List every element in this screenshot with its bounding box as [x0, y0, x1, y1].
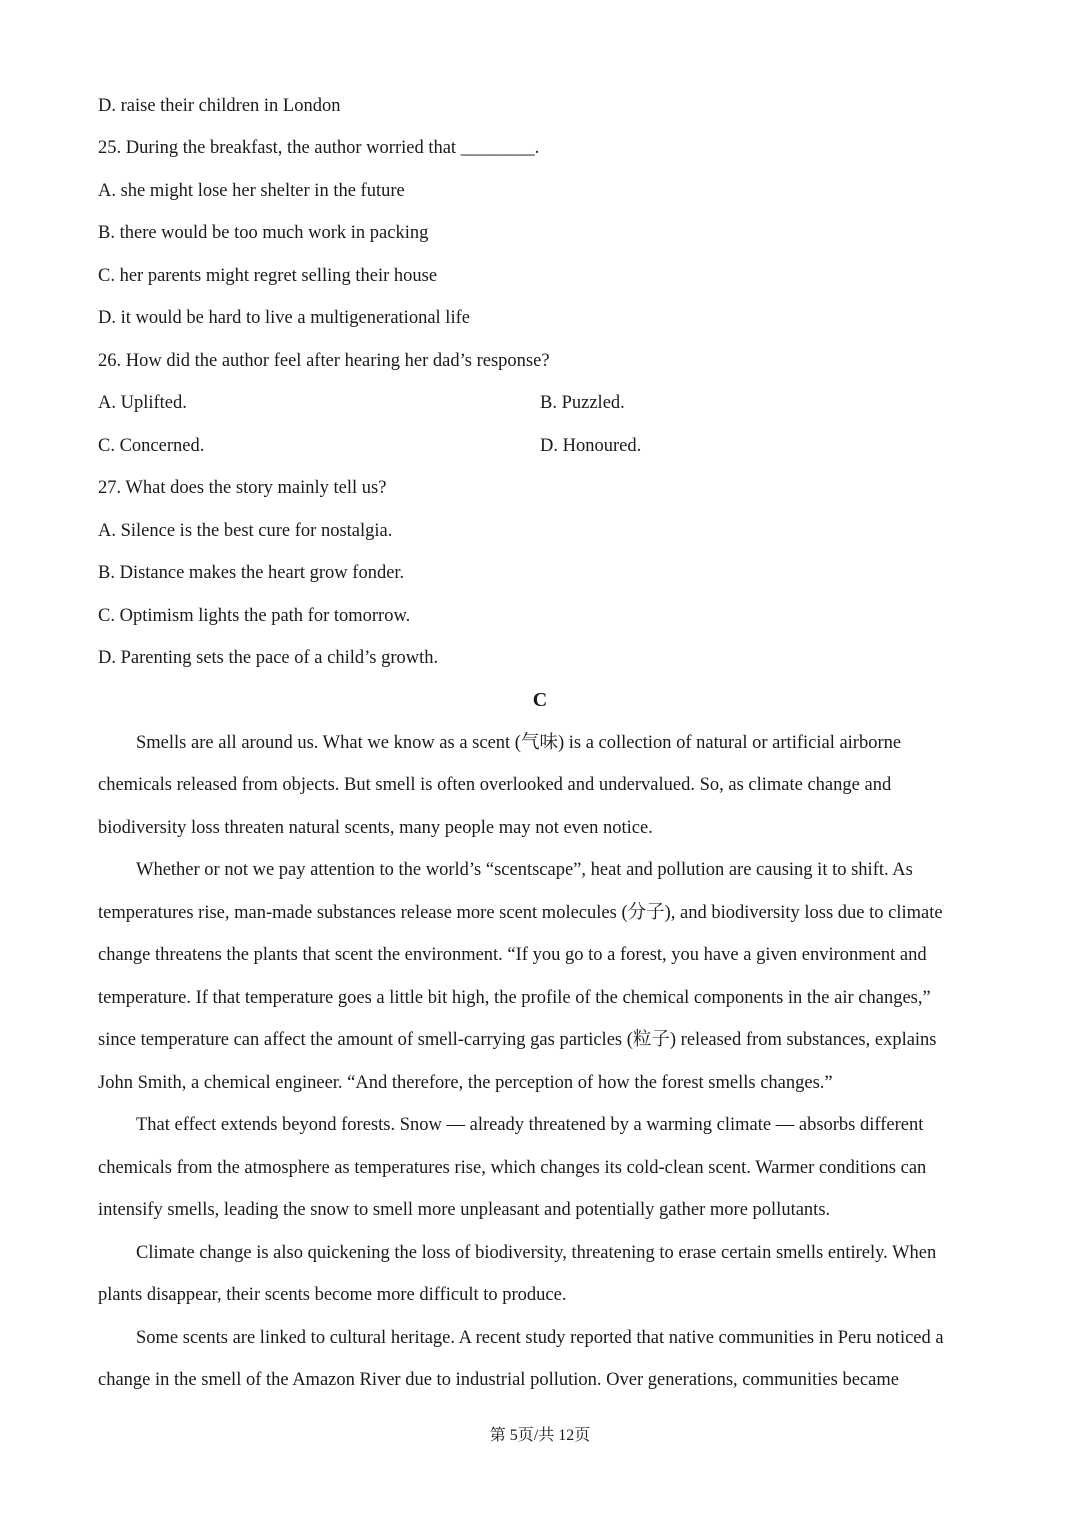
passage-line: change threatens the plants that scent the environment. “If you go to a forest, you have a given environment and — [98, 945, 927, 965]
passage-line: John Smith, a chemical engineer. “And therefore, the perception of how the forest smells changes.” — [98, 1073, 833, 1093]
passage-line: Climate change is also quickening the loss of biodiversity, threatening to erase certain smells entirely. When — [136, 1243, 937, 1263]
passage-line: temperature. If that temperature goes a little bit high, the profile of the chemical components in the air changes,” — [98, 988, 931, 1008]
passage-line: That effect extends beyond forests. Snow — already threatened by a warming climate — absorbs different — [136, 1115, 924, 1135]
passage-line: Smells are all around us. What we know as a scent (气味) is a collection of natural or artificial airborne — [136, 733, 902, 753]
passage-line: chemicals released from objects. But smell is often overlooked and undervalued. So, as climate change and — [98, 775, 892, 795]
q27-option-c: C. Optimism lights the path for tomorrow. — [98, 606, 411, 626]
passage-line: Some scents are linked to cultural heritage. A recent study reported that native communities in Peru noticed a — [136, 1328, 944, 1348]
q27-option-d: D. Parenting sets the pace of a child’s growth. — [98, 648, 439, 668]
q25-option-d: D. it would be hard to live a multigenerational life — [98, 308, 470, 328]
page-number: 第 5页/共 12页 — [489, 1427, 591, 1444]
q26-option-b: B. Puzzled. — [540, 393, 625, 413]
q25-stem: 25. During the breakfast, the author worried that ________. — [98, 138, 540, 158]
q26-stem: 26. How did the author feel after hearing her dad’s response? — [98, 351, 550, 371]
q25-option-a: A. she might lose her shelter in the future — [98, 181, 405, 201]
passage-line: plants disappear, their scents become more difficult to produce. — [98, 1285, 567, 1305]
passage-line: temperatures rise, man-made substances release more scent molecules (分子), and biodiversity loss due to climate — [98, 903, 943, 923]
q26-option-c: C. Concerned. — [98, 436, 205, 456]
q27-option-a: A. Silence is the best cure for nostalgia. — [98, 521, 393, 541]
q25-option-c: C. her parents might regret selling their house — [98, 266, 438, 286]
passage-line: chemicals from the atmosphere as temperatures rise, which changes its cold-clean scent. Warmer conditions can — [98, 1158, 927, 1178]
q27-stem: 27. What does the story mainly tell us? — [98, 478, 387, 498]
passage-line: biodiversity loss threaten natural scents, many people may not even notice. — [98, 818, 653, 838]
passage-line: since temperature can affect the amount of smell-carrying gas particles (粒子) released from substances, explains — [98, 1030, 937, 1050]
q24-option-d: D. raise their children in London — [98, 96, 341, 116]
passage-line: change in the smell of the Amazon River due to industrial pollution. Over generations, communities became — [98, 1370, 899, 1390]
section-heading: C — [532, 689, 548, 711]
q26-option-a: A. Uplifted. — [98, 393, 187, 413]
q27-option-b: B. Distance makes the heart grow fonder. — [98, 563, 405, 583]
passage-line: Whether or not we pay attention to the world’s “scentscape”, heat and pollution are causing it to shift. As — [136, 860, 913, 880]
q25-option-b: B. there would be too much work in packing — [98, 223, 429, 243]
q26-option-d: D. Honoured. — [540, 436, 642, 456]
passage-line: intensify smells, leading the snow to smell more unpleasant and potentially gather more pollutants. — [98, 1200, 831, 1220]
